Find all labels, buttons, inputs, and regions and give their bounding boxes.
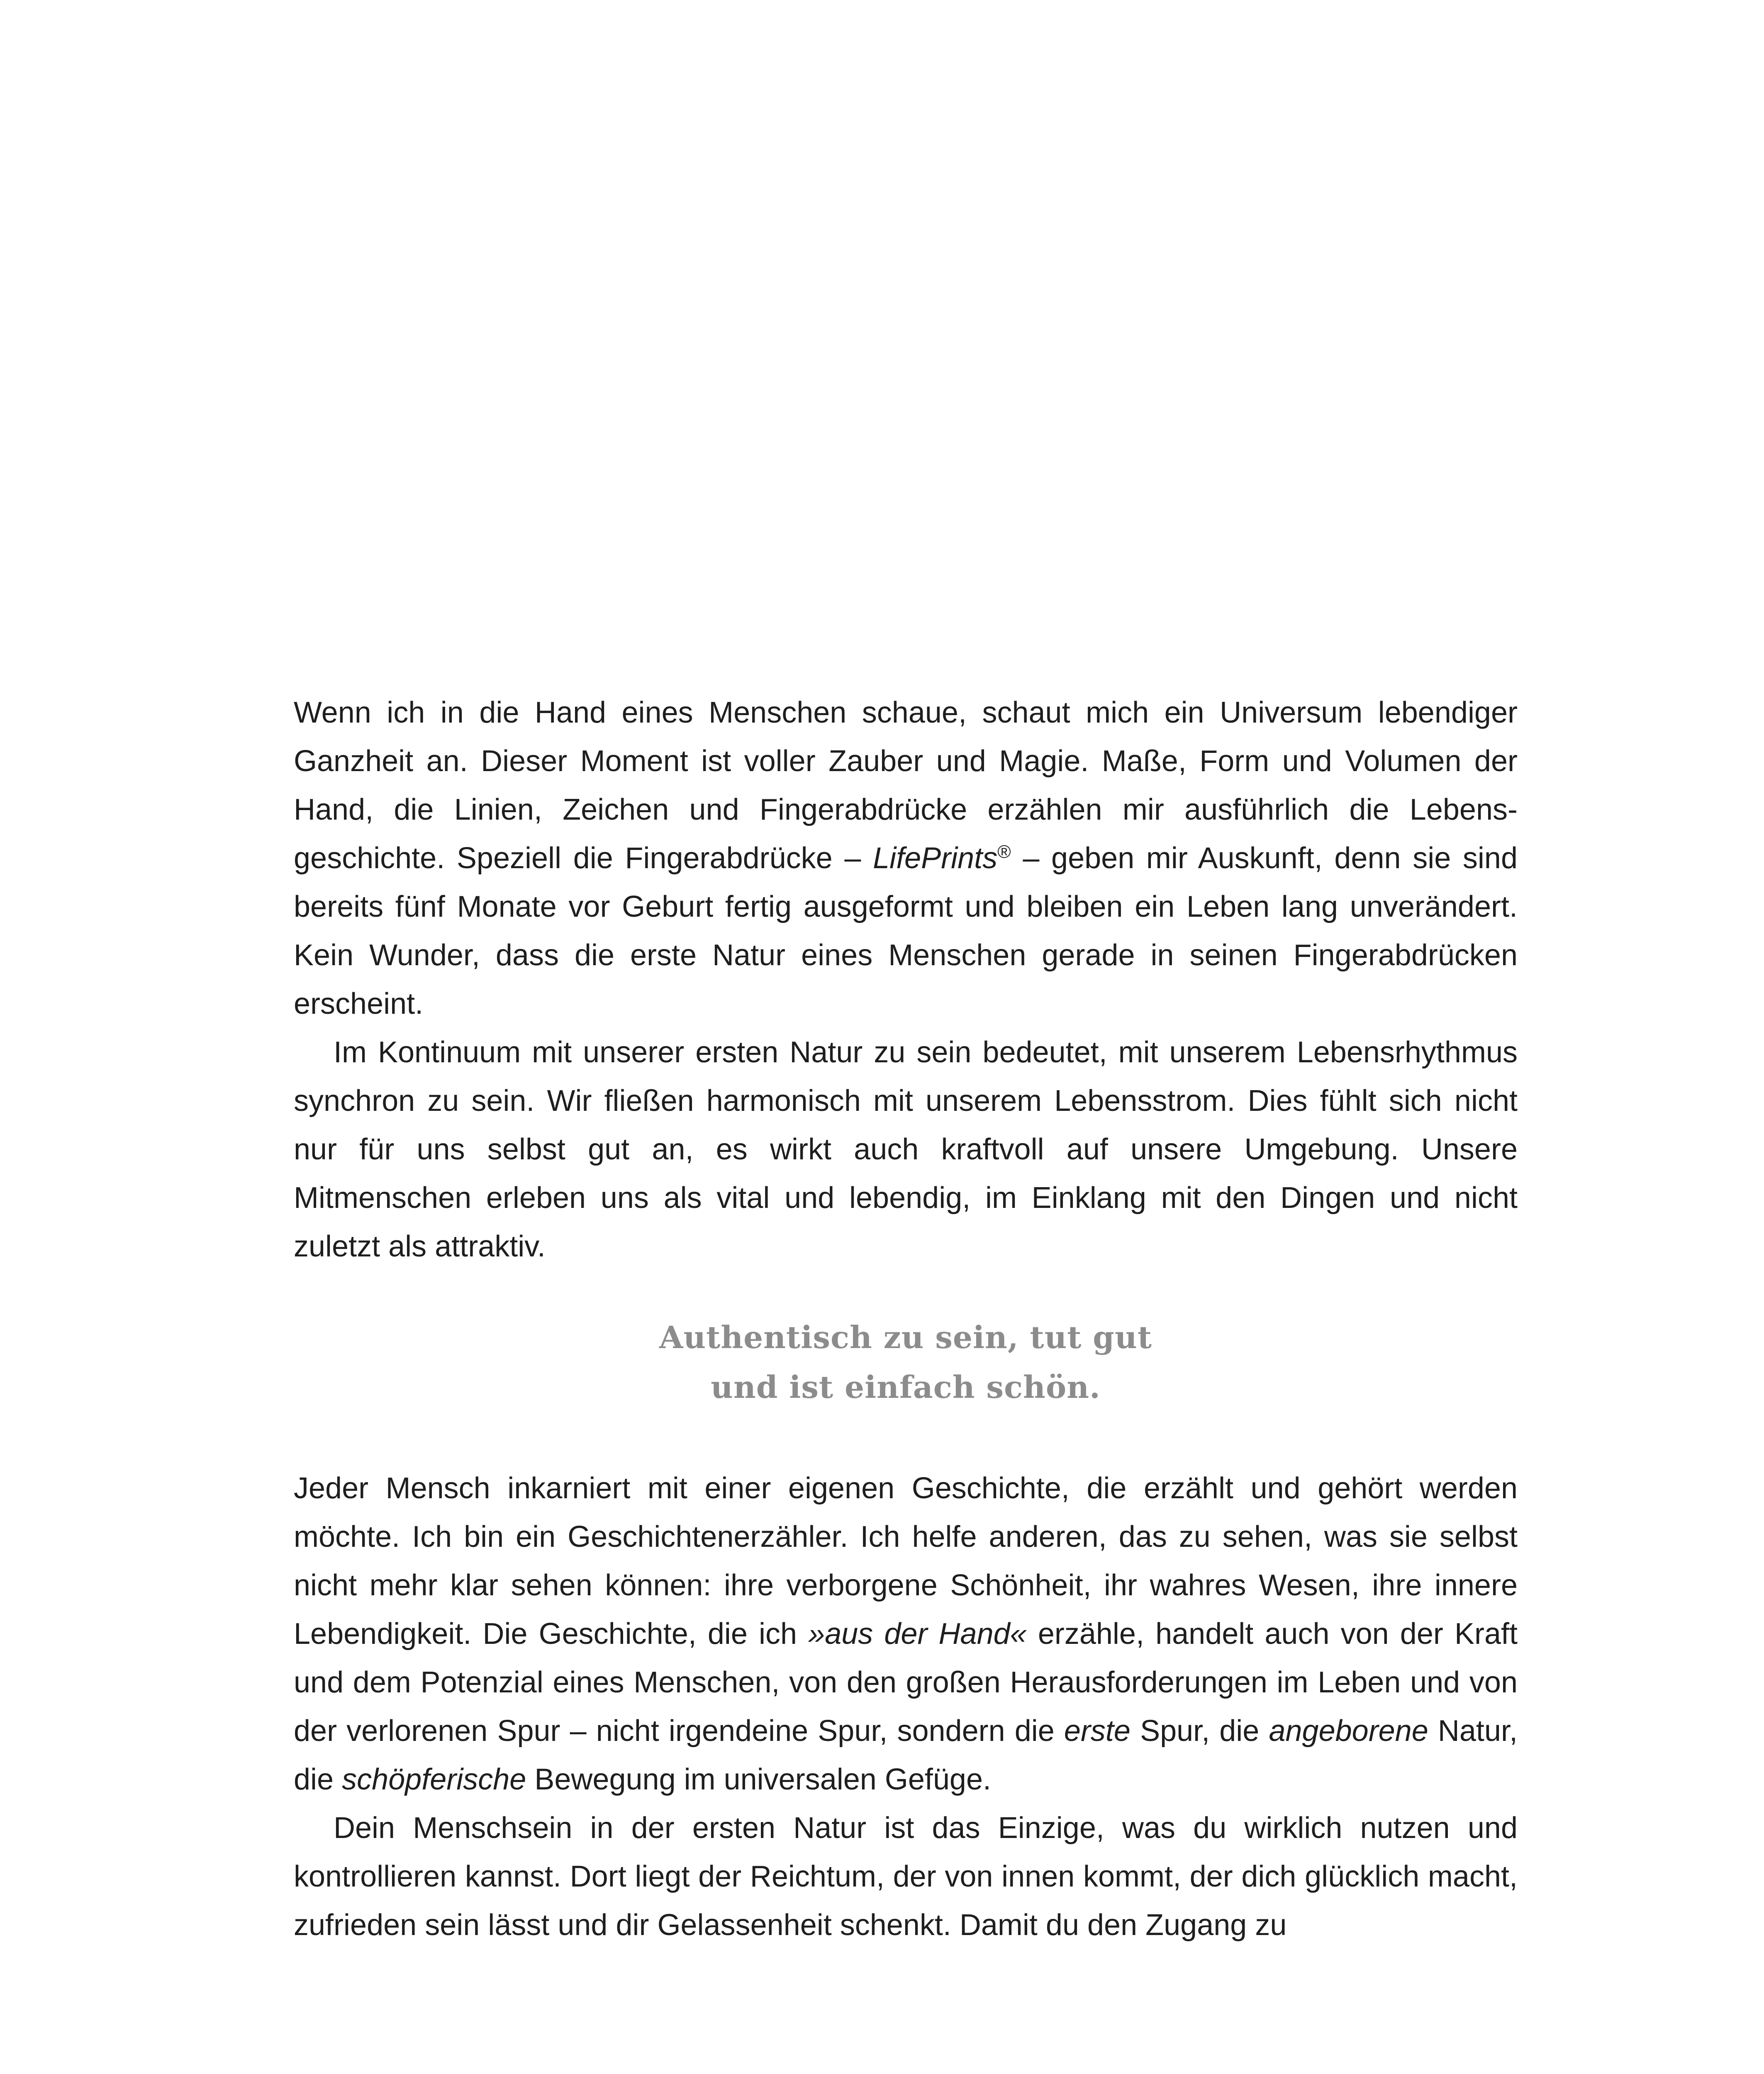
- text-run: – geben mir Auskunft, denn sie sind bereits fünf Monate vor Geburt fertig ausgeformt und bleiben ein Leben lang unverändert. Kein Wunder, dass die erste Natur eines Menschen gerade in seinen Fingerabdrücken erscheint.: [294, 842, 1518, 1020]
- text-run: Spur, die: [1130, 1714, 1269, 1748]
- text-run: Wenn ich in die Hand eines Menschen schaue, schaut mich ein Universum lebendiger Ganzheit an. Dieser Moment ist voller Zauber und Magie. Maße, Form und Volumen der Hand, die Linien, Zeichen und Fingerabdrücke erzählen mir ausführlich die Lebensgeschichte. Speziell die Fingerabdrücke –: [294, 696, 1518, 875]
- paragraph-storyteller: [294, 1464, 1518, 1804]
- lifeprints-term: LifePrints: [873, 842, 998, 875]
- text-run: Natur, die: [294, 1714, 1518, 1796]
- registered-mark: ®: [997, 842, 1011, 862]
- paragraph-first-nature: Dein Menschsein in der ersten Natur ist das Einzige, was du wirklich nutzen und kontrollieren kannst. Dort liegt der Reichtum, der von innen kommt, der dich glücklich macht, zufrieden sein lässt und dir Gelassenheit schenkt. Damit du den Zugang zu: [294, 1811, 1518, 1942]
- pull-quote-line-2: und ist einfach schön.: [711, 1370, 1101, 1405]
- emphasis-erste: erste: [1064, 1714, 1131, 1748]
- emphasis-aus-der-hand: »aus der Hand«: [808, 1617, 1027, 1650]
- text-run: Jeder Mensch inkarniert mit einer eigenen Geschichte, die erzählt und gehört werden möchte. Ich bin ein Geschichtenerzähler. Ich helfe anderen, das zu sehen, was sie selbst nicht mehr klar sehen können: ihre verborgene Schönheit, ihr wahres Wesen, ihre innere Lebendigkeit. Die Geschichte, die ich: [294, 1472, 1518, 1650]
- pull-quote: [294, 1313, 1518, 1412]
- paragraph-continuum: Im Kontinuum mit unserer ersten Natur zu sein bedeutet, mit unserem Lebensrhythmus synchron zu sein. Wir fließen harmonisch mit unserem Lebensstrom. Dies fühlt sich nicht nur für uns selbst gut an, es wirkt auch kraftvoll auf unsere Umgebung. Unsere Mitmenschen erleben uns als vital und lebendig, im Einklang mit den Dingen und nicht zuletzt als attraktiv.: [294, 1036, 1518, 1263]
- text-run: erzähle, handelt auch von der Kraft und dem Potenzial eines Menschen, von den großen Herausforderungen im Leben und von der verlorenen Spur – nicht irgendeine Spur, sondern die: [294, 1617, 1518, 1748]
- body-text-upper: [294, 689, 1518, 1271]
- emphasis-angeborene: angeborene: [1269, 1714, 1428, 1748]
- paragraph-hand-reading: [294, 689, 1518, 1028]
- text-run: Bewegung im universalen Gefüge.: [526, 1763, 992, 1796]
- emphasis-schoepferische: schöpferische: [342, 1763, 526, 1796]
- pull-quote-line-1: Authentisch zu sein, tut gut: [659, 1320, 1152, 1356]
- body-text-lower: [294, 1464, 1518, 1950]
